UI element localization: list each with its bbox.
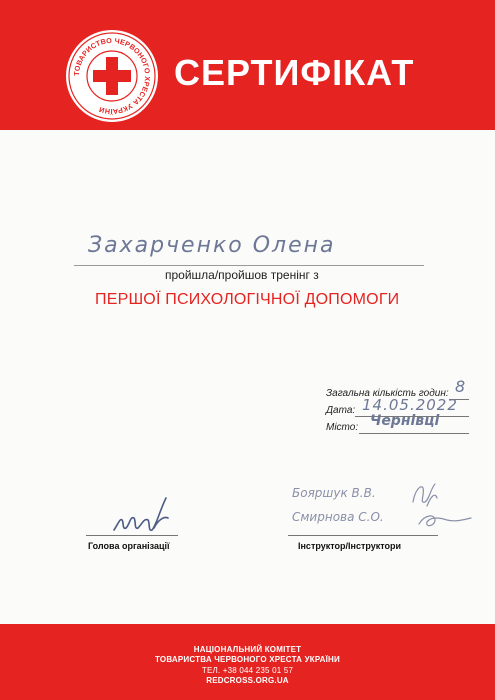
certificate-footer bbox=[0, 624, 495, 700]
hours-label: Загальна кількість годин: bbox=[326, 388, 449, 399]
logo-ring-text: ТОВАРИСТВО ЧЕРВОНОГО ХРЕСТА УКРАЇНИ bbox=[71, 35, 153, 117]
date-label: Дата: bbox=[326, 405, 356, 416]
completed-text: пройшла/пройшов тренінг з bbox=[165, 268, 319, 282]
certificate-title: СЕРТИФІКАТ bbox=[174, 52, 415, 93]
instructors-label: Інструктор/Інструктори bbox=[298, 541, 402, 551]
head-signature bbox=[108, 490, 180, 538]
hours-value: 8 bbox=[455, 377, 466, 396]
footer-line-2: ТОВАРИСТВА ЧЕРВОНОГО ХРЕСТА УКРАЇНИ bbox=[155, 655, 340, 664]
instructor-1-name: Бояршук В.В. bbox=[292, 486, 376, 500]
certificate-header bbox=[0, 0, 495, 130]
course-title: ПЕРШОЇ ПСИХОЛОГІЧНОЇ ДОПОМОГИ bbox=[95, 291, 400, 308]
place-value: Чернівці bbox=[370, 413, 440, 429]
name-underline bbox=[74, 265, 424, 266]
head-signature-label: Голова організації bbox=[88, 541, 170, 551]
date-value: 14.05.2022 bbox=[362, 396, 458, 414]
instructor-signatures bbox=[405, 478, 477, 540]
footer-phone: ТЕЛ. +38 044 235 01 57 bbox=[201, 666, 294, 675]
recipient-name: Захарченко Олена bbox=[88, 233, 336, 258]
instructor-2-name: Смирнова С.О. bbox=[292, 510, 384, 524]
footer-website: REDCROSS.ORG.UA bbox=[206, 676, 289, 685]
red-cross-logo bbox=[62, 26, 162, 126]
place-label: Місто: bbox=[326, 422, 359, 433]
footer-line-1: НАЦІОНАЛЬНИЙ КОМІТЕТ bbox=[193, 645, 302, 654]
